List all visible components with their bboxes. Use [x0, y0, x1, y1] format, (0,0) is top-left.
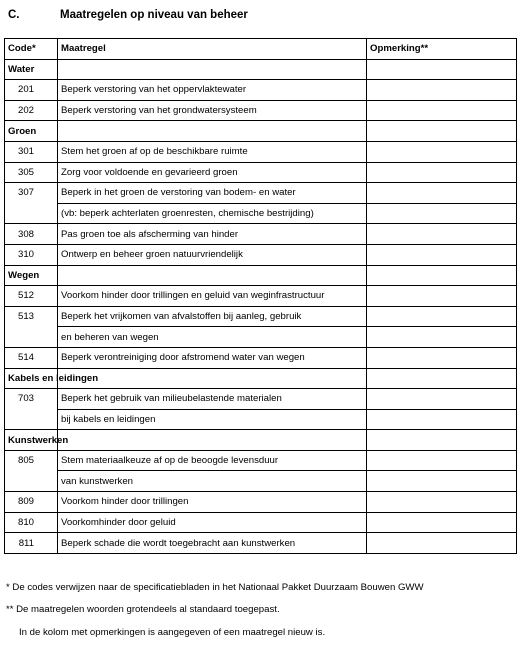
measure-code: 513 — [5, 306, 58, 327]
group-measure-cell — [58, 59, 367, 80]
measure-text: Ontwerp en beheer groen natuurvriendelijk — [58, 244, 367, 265]
table-row — [5, 203, 517, 224]
group-row — [5, 368, 517, 389]
remark-cell — [367, 141, 517, 162]
measure-code-continuation — [5, 203, 58, 224]
measure-code: 202 — [5, 100, 58, 121]
measure-code: 301 — [5, 141, 58, 162]
footnote-remarks: In de kolom met opmerkingen is aangegeven of een maatregel nieuw is. — [19, 627, 326, 638]
group-remark-cell — [367, 368, 517, 389]
measure-text: (vb: beperk achterlaten groenresten, chemische bestrijding) — [58, 203, 367, 224]
group-label: Wegen — [5, 265, 58, 286]
group-remark-cell — [367, 430, 517, 451]
measure-code: 512 — [5, 286, 58, 307]
section-title: Maatregelen op niveau van beheer — [60, 9, 248, 21]
table-row — [5, 224, 517, 245]
measure-code-continuation — [5, 471, 58, 492]
group-remark-cell — [367, 121, 517, 142]
measure-code: 809 — [5, 492, 58, 513]
measure-text: Beperk het vrijkomen van afvalstoffen bij aanleg, gebruik — [58, 306, 367, 327]
measure-code: 703 — [5, 389, 58, 410]
remark-cell — [367, 162, 517, 183]
measure-text: Beperk verstoring van het grondwatersysteem — [58, 100, 367, 121]
table-row — [5, 141, 517, 162]
measure-text: bij kabels en leidingen — [58, 409, 367, 430]
measure-text: Stem materiaalkeuze af op de beoogde levensduur — [58, 450, 367, 471]
table-row — [5, 183, 517, 204]
measure-text: Beperk schade die wordt toegebracht aan kunstwerken — [58, 533, 367, 554]
measure-code-continuation — [5, 327, 58, 348]
measure-text: Stem het groen af op de beschikbare ruimte — [58, 141, 367, 162]
remark-cell — [367, 327, 517, 348]
group-row — [5, 121, 517, 142]
group-row — [5, 59, 517, 80]
measure-code: 201 — [5, 80, 58, 101]
section-letter: C. — [8, 9, 20, 21]
remark-cell — [367, 492, 517, 513]
table-row — [5, 471, 517, 492]
measure-text: Voorkom hinder door trillingen en geluid van weginfrastructuur — [58, 286, 367, 307]
group-remark-cell — [367, 59, 517, 80]
measure-text: en beheren van wegen — [58, 327, 367, 348]
remark-cell — [367, 306, 517, 327]
measure-code: 310 — [5, 244, 58, 265]
table-row — [5, 492, 517, 513]
measure-code: 514 — [5, 347, 58, 368]
remark-cell — [367, 450, 517, 471]
remark-cell — [367, 286, 517, 307]
measure-code-continuation — [5, 409, 58, 430]
measure-text: Beperk het gebruik van milieubelastende materialen — [58, 389, 367, 410]
remark-cell — [367, 512, 517, 533]
header-measure: Maatregel — [58, 39, 367, 60]
group-measure-cell — [58, 265, 367, 286]
measure-code: 810 — [5, 512, 58, 533]
group-label: Kunstwerken — [5, 430, 58, 451]
table-header-row — [5, 39, 517, 60]
measure-text: van kunstwerken — [58, 471, 367, 492]
remark-cell — [367, 224, 517, 245]
table-row — [5, 389, 517, 410]
table-row — [5, 100, 517, 121]
measure-text: Voorkomhinder door geluid — [58, 512, 367, 533]
remark-cell — [367, 183, 517, 204]
remark-cell — [367, 389, 517, 410]
measure-code: 308 — [5, 224, 58, 245]
group-label: Groen — [5, 121, 58, 142]
table-row — [5, 80, 517, 101]
table-row — [5, 409, 517, 430]
table-row — [5, 244, 517, 265]
measure-code: 805 — [5, 450, 58, 471]
group-measure-cell — [58, 368, 367, 389]
table-row — [5, 306, 517, 327]
table-row — [5, 450, 517, 471]
remark-cell — [367, 244, 517, 265]
table-row — [5, 533, 517, 554]
group-row — [5, 430, 517, 451]
group-label: Water — [5, 59, 58, 80]
table-row — [5, 162, 517, 183]
group-remark-cell — [367, 265, 517, 286]
measure-text: Voorkom hinder door trillingen — [58, 492, 367, 513]
measure-code: 811 — [5, 533, 58, 554]
table-row — [5, 347, 517, 368]
group-measure-cell — [58, 121, 367, 142]
remark-cell — [367, 100, 517, 121]
measure-code: 307 — [5, 183, 58, 204]
group-label: Kabels en leidingen — [5, 368, 58, 389]
footnote-codes: * De codes verwijzen naar de specificatiebladen in het Nationaal Pakket Duurzaam Bouwen GWW — [6, 582, 424, 593]
footnote-standard: ** De maatregelen woorden grotendeels al standaard toegepast. — [6, 604, 280, 615]
group-measure-cell — [58, 430, 367, 451]
remark-cell — [367, 80, 517, 101]
remark-cell — [367, 471, 517, 492]
remark-cell — [367, 203, 517, 224]
measure-code: 305 — [5, 162, 58, 183]
remark-cell — [367, 347, 517, 368]
measures-table — [4, 38, 517, 554]
table-row — [5, 286, 517, 307]
header-code: Code* — [5, 39, 58, 60]
measure-text: Beperk in het groen de verstoring van bodem- en water — [58, 183, 367, 204]
measure-text: Zorg voor voldoende en gevarieerd groen — [58, 162, 367, 183]
table-row — [5, 327, 517, 348]
remark-cell — [367, 533, 517, 554]
measure-text: Pas groen toe als afscherming van hinder — [58, 224, 367, 245]
measure-text: Beperk verontreiniging door afstromend water van wegen — [58, 347, 367, 368]
group-row — [5, 265, 517, 286]
measure-text: Beperk verstoring van het oppervlaktewater — [58, 80, 367, 101]
table-body — [5, 59, 517, 553]
table-row — [5, 512, 517, 533]
remark-cell — [367, 409, 517, 430]
header-remark: Opmerking** — [367, 39, 517, 60]
